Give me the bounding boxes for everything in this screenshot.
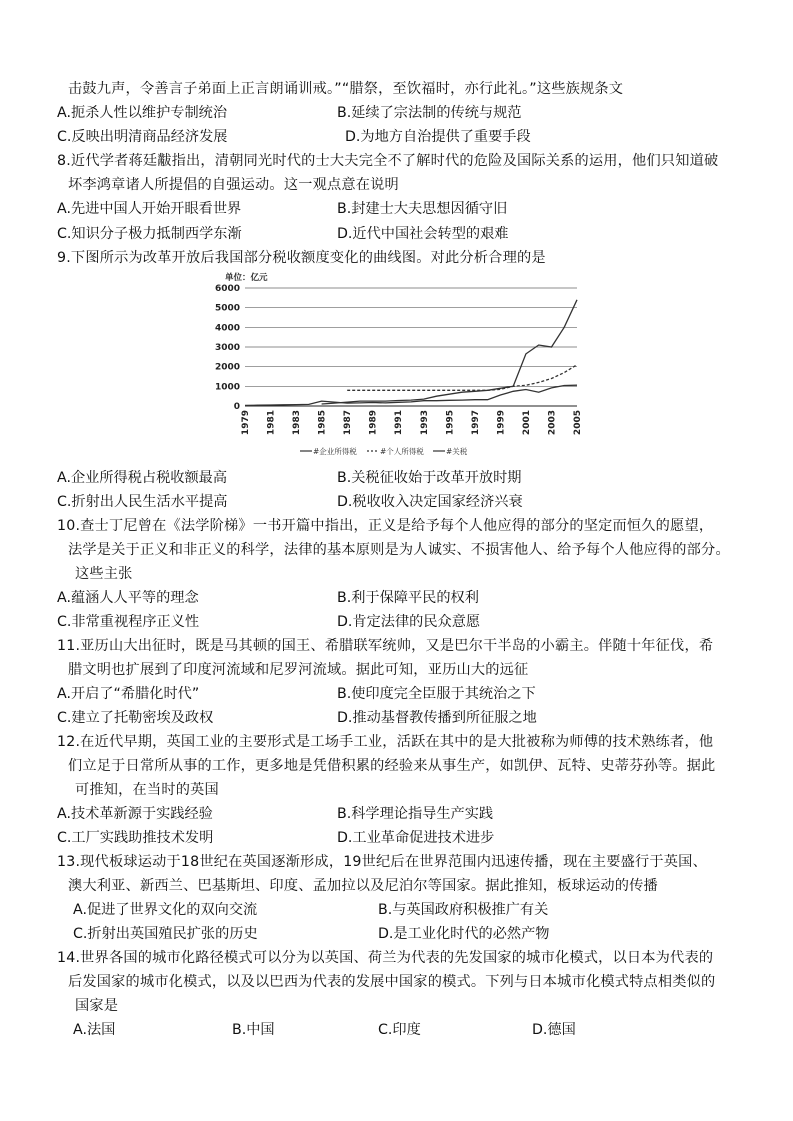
y-tick-label-4000: 4000 <box>214 323 240 334</box>
q13-option-b: B.与英国政府积极推广有关 <box>378 902 549 918</box>
q7-option-a: A.扼杀人性以维护专制统治 <box>57 105 228 121</box>
x-tick-label-1995: 1995 <box>445 410 456 436</box>
x-tick-label-2001: 2001 <box>521 410 532 436</box>
y-tick-label-5000: 5000 <box>214 303 240 314</box>
x-tick-label-1979: 1979 <box>241 410 251 436</box>
q12-option-b: B.科学理论指导生产实践 <box>337 806 494 822</box>
q10-text-line3: 这些主张 <box>75 566 133 582</box>
q9-text-line1: 9.下图所示为改革开放后我国部分税收额度变化的曲线图。对此分析合理的是 <box>57 250 546 266</box>
q7-option-b: B.延续了宗法制的传统与规范 <box>337 105 522 121</box>
legend-label-3: #关税 <box>446 447 468 456</box>
legend-label-2: #个人所得税 <box>380 447 424 456</box>
q14-option-c: C.印度 <box>378 1022 421 1038</box>
q11-text-line1: 11.亚历山大出征时，既是马其顿的国王、希腊联军统帅，又是巴尔干半岛的小霸主。伴随十年征伐，希 <box>57 638 714 654</box>
y-tick-label-0: 0 <box>233 402 240 412</box>
q10-text-line2: 法学是关于正义和非正义的科学，法律的基本原则是为人诚实、不损害他人、给予每个人他应得的部分。 <box>68 542 730 558</box>
q11-option-b: B.使印度完全臣服于其统治之下 <box>337 686 536 702</box>
q11-option-c: C.建立了托勒密埃及政权 <box>57 710 214 726</box>
q12-text-line3: 可推知，在当时的英国 <box>75 782 219 798</box>
q14-option-a: A.法国 <box>73 1022 116 1038</box>
q8-option-b: B.封建士大夫思想因循守旧 <box>337 201 508 217</box>
q9-option-b: B.关税征收始于改革开放时期 <box>337 470 522 486</box>
x-tick-label-1981: 1981 <box>266 410 277 436</box>
x-tick-label-2003: 2003 <box>547 410 558 436</box>
q14-text-line3: 国家是 <box>75 998 119 1014</box>
q10-text-line1: 10.查士丁尼曾在《法学阶梯》一书开篇中指出，正义是给予每个人他应得的部分的坚定而恒久的愿望， <box>57 518 714 534</box>
x-tick-label-1987: 1987 <box>343 410 354 436</box>
q12-text-line2: 们立足于日常所从事的工作，更多地是凭借积累的经验来从事生产，如凯伊、瓦特、史蒂芬孙等。据此 <box>68 758 716 774</box>
q12-option-c: C.工厂实践助推技术发明 <box>57 830 214 846</box>
y-tick-label-3000: 3000 <box>214 343 240 353</box>
tax-line-chart <box>205 268 585 464</box>
q8-option-c: C.知识分子极力抵制西学东渐 <box>57 226 242 242</box>
q11-text-line2: 腊文明也扩展到了印度河流域和尼罗河流域。据此可知，亚历山大的远征 <box>68 662 529 678</box>
q8-text-line1: 8.近代学者蒋廷黻指出，清朝同光时代的士大夫完全不了解时代的危险及国际关系的运用，他们只知道破 <box>57 153 719 169</box>
x-tick-label-1999: 1999 <box>496 410 507 436</box>
q9-option-a: A.企业所得税占税收额最高 <box>57 470 228 486</box>
q14-option-d: D.德国 <box>532 1022 576 1038</box>
q14-text-line1: 14.世界各国的城市化路径模式可以分为以英国、荷兰为代表的先发国家的城市化模式，以日本为代表的 <box>57 950 714 966</box>
q13-option-d: D.是工业化时代的必然产物 <box>378 926 550 942</box>
y-tick-label-1000: 1000 <box>214 382 240 393</box>
q7-text-line1: 击鼓九声，令善言子弟面上正言朗诵训戒。”“腊祭，至饮福时，亦行此礼。”这些族规条文 <box>68 81 624 97</box>
q12-option-a: A.技术革新源于实践经验 <box>57 806 213 822</box>
tax-line-chart-svg <box>205 268 585 464</box>
q11-option-a: A.开启了“希腊化时代” <box>57 686 200 702</box>
q13-text-line1: 13.现代板球运动于18世纪在英国逐渐形成，19世纪后在世界范围内迅速传播，现在主要盛行于英国、 <box>57 854 707 870</box>
q10-option-b: B.利于保障平民的权利 <box>337 590 479 606</box>
legend-label-1: #企业所得税 <box>313 447 357 456</box>
x-tick-label-1989: 1989 <box>368 410 379 436</box>
q10-option-a: A.蕴涵人人平等的理念 <box>57 590 199 606</box>
x-tick-label-2005: 2005 <box>573 410 583 436</box>
q9-option-d: D.税收收入决定国家经济兴衰 <box>337 494 523 510</box>
q10-option-c: C.非常重视程序正义性 <box>57 614 200 630</box>
x-tick-label-1991: 1991 <box>394 410 405 436</box>
q9-option-c: C.折射出人民生活水平提高 <box>57 494 228 510</box>
q7-option-d: D.为地方自治提供了重要手段 <box>345 129 531 145</box>
y-tick-label-2000: 2000 <box>214 362 240 373</box>
q12-option-d: D.工业革命促进技术进步 <box>337 830 495 846</box>
x-tick-label-1993: 1993 <box>419 410 430 436</box>
x-tick-label-1985: 1985 <box>317 410 328 436</box>
q8-option-a: A.先进中国人开始开眼看世界 <box>57 201 242 217</box>
q8-option-d: D.近代中国社会转型的艰难 <box>337 226 509 242</box>
q12-text-line1: 12.在近代早期，英国工业的主要形式是工场手工业，活跃在其中的是大批被称为师傅的技术熟练者，他 <box>57 734 714 750</box>
x-tick-label-1997: 1997 <box>470 410 481 436</box>
q14-option-b: B.中国 <box>232 1022 275 1038</box>
q8-text-line2: 坏李鸿章诸人所提倡的自强运动。这一观点意在说明 <box>68 177 399 193</box>
q13-option-a: A.促进了世界文化的双向交流 <box>73 902 258 918</box>
q13-text-line2: 澳大利亚、新西兰、巴基斯坦、印度、孟加拉以及尼泊尔等国家。据此推知，板球运动的传播 <box>68 878 658 894</box>
x-tick-label-1983: 1983 <box>292 410 303 436</box>
q13-option-c: C.折射出英国殖民扩张的历史 <box>73 926 258 942</box>
y-tick-label-6000: 6000 <box>214 284 240 294</box>
q10-option-d: D.肯定法律的民众意愿 <box>337 614 481 630</box>
chart-unit-label: 单位：亿元 <box>225 273 268 283</box>
q11-option-d: D.推动基督教传播到所征服之地 <box>337 710 537 726</box>
q14-text-line2: 后发国家的城市化模式，以及以巴西为代表的发展中国家的模式。下列与日本城市化模式特点相类似的 <box>68 974 716 990</box>
q7-option-c: C.反映出明清商品经济发展 <box>57 129 228 145</box>
